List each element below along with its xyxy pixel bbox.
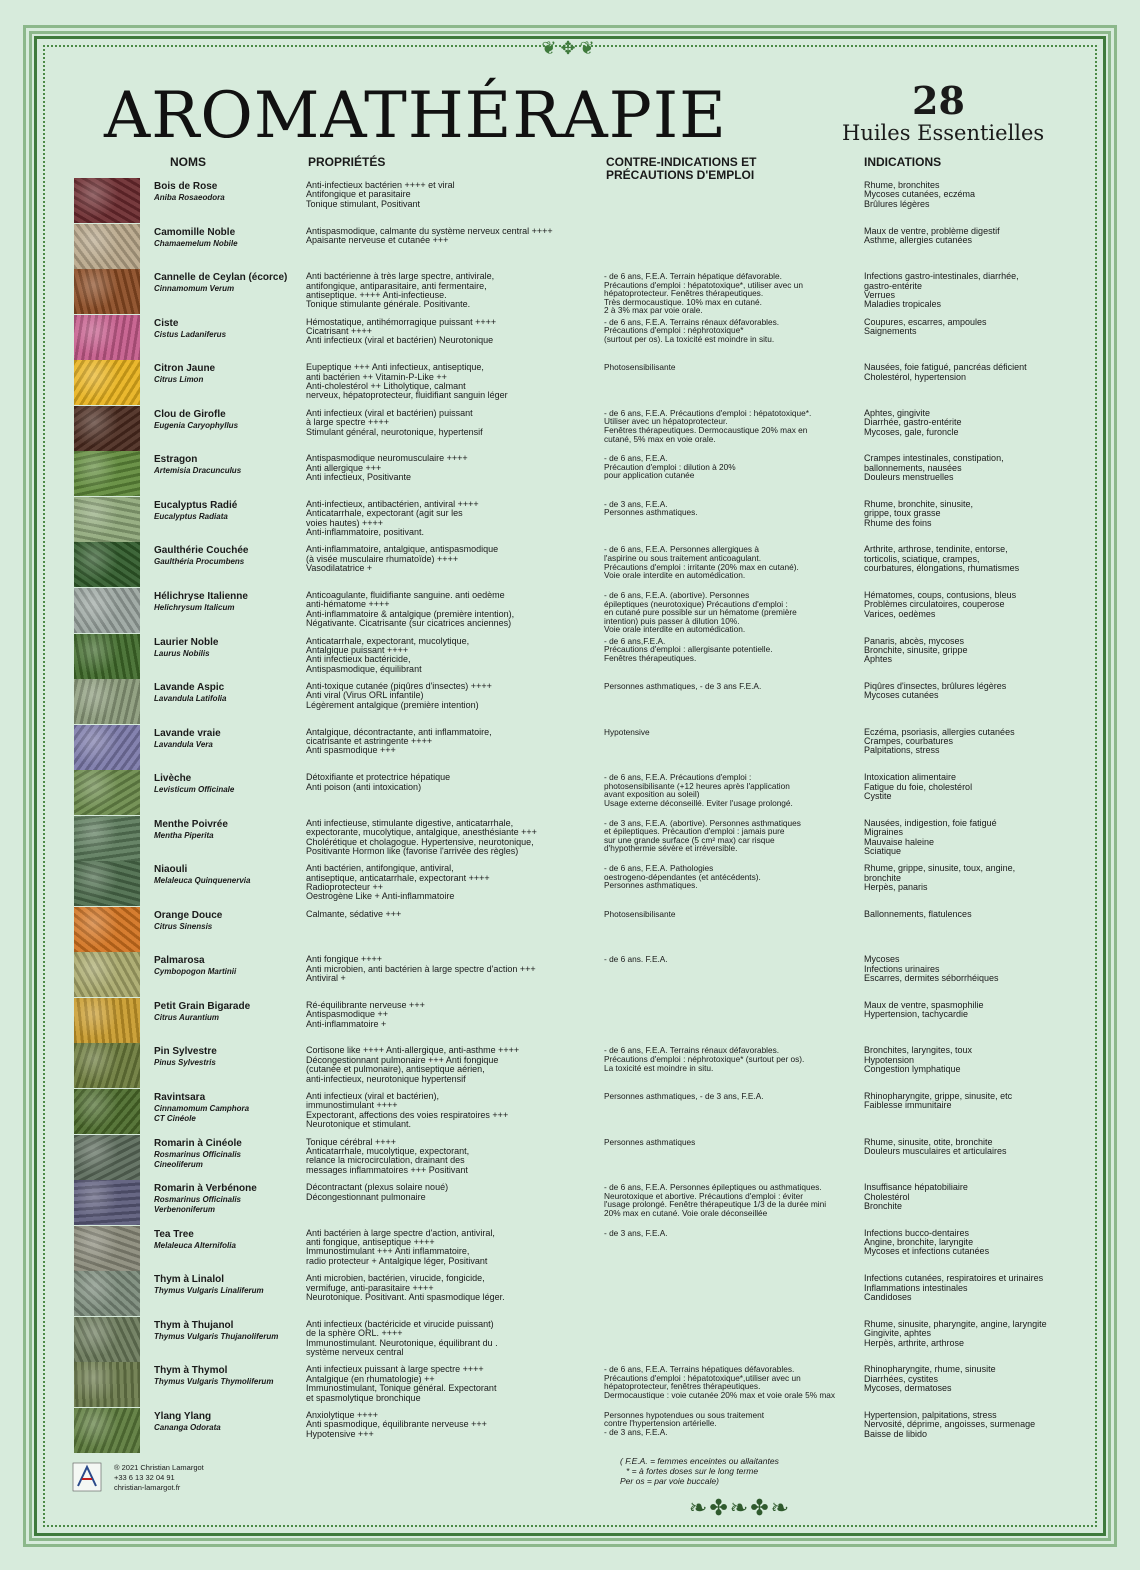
oil-latin-name: Citrus Limon [154, 375, 204, 385]
oil-properties: Anti infectieux (bactéricide et virucide puissant) de la sphère ORL. ++++ Immunostimulant. Neurotonique, équilibrant du . système nerveux central [306, 1319, 498, 1357]
oil-contraindications [604, 227, 854, 271]
oil-latin-name: Eucalyptus Radiata [154, 511, 228, 521]
oil-name-cell [154, 1320, 302, 1342]
oil-name-cell [154, 591, 302, 613]
oil-row [74, 406, 1074, 451]
oil-photo [74, 1180, 140, 1225]
oil-indications: Rhinopharyngite, rhume, sinusite Diarrhées, cystites Mycoses, dermatoses [864, 1365, 996, 1394]
oil-name-cell [154, 227, 302, 249]
oil-latin-name: Artemisia Dracunculus [154, 466, 242, 476]
oil-photo [74, 269, 140, 314]
oil-name-cell [154, 819, 302, 841]
oil-properties: Anti-inflammatoire, antalgique, antispasmodique (à visée musculaire rhumatoïde) ++++ Vasodilatatrice + [306, 545, 499, 574]
oil-photo [74, 1362, 140, 1407]
oil-photo [74, 634, 140, 679]
oil-photo [74, 542, 140, 587]
oil-name: Niaouli [154, 864, 188, 876]
oil-contraindications: - de 6 ans, F.E.A. Terrains rénaux défavorables. Précautions d'emploi : néphrotoxique* (surtout per os). La toxicité est moindre in situ. [604, 317, 780, 344]
website-link[interactable]: christian-lamargot.fr [114, 1483, 181, 1492]
oil-latin-name: Thymus Vulgaris Thymoliferum [154, 1377, 274, 1387]
oil-contraindications: - de 6 ans, F.E.A. Terrains rénaux défavorables. Précautions d'emploi : néphrotoxique* (surtout per os). La toxicité est moindre in situ. [604, 1046, 805, 1073]
oil-indications: Hématomes, coups, contusions, bleus Problèmes circulatoires, couperose Varices, oedèmes [864, 590, 1017, 619]
oil-name: Camomille Noble [154, 226, 236, 238]
oil-photo [74, 1408, 140, 1453]
legend-line: * = à fortes doses sur le long terme [626, 1466, 759, 1476]
oil-name-cell [154, 454, 302, 476]
oil-row [74, 1317, 1074, 1362]
oil-photo [74, 497, 140, 542]
oil-name-cell [154, 1183, 302, 1215]
oil-properties: Anti microbien, bactérien, virucide, fongicide, vermifuge, anti-parasitaire ++++ Neurotonique. Positivant. Anti spasmodique léger. [306, 1274, 505, 1302]
oil-latin-name: Chamaemelum Nobile [154, 238, 238, 248]
oil-properties: Anti infectieux (viral et bactérien), immunostimulant ++++ Expectorant, affections des voies respiratoires +++ Neurotonique et stimulant. [306, 1092, 509, 1130]
oil-latin-name: Rosmarinus Officinalis [154, 1195, 241, 1205]
oil-photo [74, 861, 140, 906]
oil-row [74, 315, 1074, 360]
oil-row [74, 542, 1074, 587]
oil-name: Thym à Linalol [154, 1274, 225, 1286]
oil-row [74, 861, 1074, 906]
oil-name: Lavande Aspic [154, 682, 225, 694]
oil-name: Romarin à Verbénone [154, 1183, 257, 1195]
oil-latin-name-2: Verbenoniferum [154, 1205, 216, 1215]
oil-latin-name-2: Cineoliferum [154, 1159, 203, 1169]
oil-row [74, 178, 1074, 223]
oil-photo [74, 588, 140, 633]
oil-contraindications: Personnes asthmatiques [604, 1137, 696, 1147]
abbreviation-legend [620, 1456, 779, 1486]
oil-row [74, 1271, 1074, 1316]
oil-indications: Maux de ventre, problème digestif Asthme, allergies cutanées [864, 226, 1000, 245]
oil-contraindications: - de 6 ans. F.E.A. [604, 955, 668, 965]
oil-properties: Anti infectieux puissant à large spectre ++++ Antalgique (en rhumatologie) ++ Immunostimulant, Tonique général. Expectorant et spasmolytique bronchique [306, 1365, 497, 1403]
oil-name-cell [154, 318, 302, 340]
oil-indications: Mycoses Infections urinaires Escarres, dermites séborrhéiques [864, 955, 999, 984]
oil-properties: Eupeptique +++ Anti infectieux, antiseptique, anti bactérien ++ Vitamin-P-Like ++ Anti-cholestérol ++ Litholytique, calmant nerveux, hépatoprotecteur, fluidifiant sanguin léger [306, 363, 508, 401]
oil-properties: Ré-équilibrante nerveuse +++ Antispasmodique ++ Anti-inflammatoire + [306, 1000, 425, 1029]
oil-indications: Rhume, sinusite, pharyngite, angine, laryngite Gingivite, aphtes Herpès, arthrite, arthrose [864, 1319, 1047, 1348]
oil-name-cell [154, 1138, 302, 1170]
oil-name-cell [154, 910, 302, 932]
oil-photo [74, 178, 140, 223]
oil-contraindications: Photosensibilisante [604, 909, 676, 919]
oil-contraindications [604, 1001, 854, 1045]
oil-properties: Détoxifiante et protectrice hépatique Anti poison (anti intoxication) [306, 773, 451, 792]
oil-latin-name: Rosmarinus Officinalis [154, 1149, 241, 1159]
page-subtitle: Huiles Essentielles [842, 121, 1045, 145]
oil-indications: Infections gastro-intestinales, diarrhée, gastro-entérite Verrues Maladies tropicales [864, 272, 1019, 310]
oil-name-cell [154, 637, 302, 659]
oil-indications: Insuffisance hépatobiliaire Cholestérol Bronchite [864, 1183, 968, 1211]
oil-properties: Antispasmodique neuromusculaire ++++ Anti allergique +++ Anti infectieux, Positivante [306, 454, 468, 483]
oil-latin-name: Thymus Vulgaris Thujanoliferum [154, 1331, 279, 1341]
oil-name-cell [154, 272, 302, 294]
oil-photo [74, 998, 140, 1043]
oil-photo [74, 952, 140, 997]
oil-name: Romarin à Cinéole [154, 1137, 242, 1149]
oil-latin-name: Citrus Sinensis [154, 921, 213, 931]
oil-indications: Rhume, grippe, sinusite, toux, angine, bronchite Herpès, panaris [864, 864, 1016, 893]
oil-row [74, 1135, 1074, 1180]
oil-row [74, 360, 1074, 405]
oil-row [74, 224, 1074, 269]
oil-latin-name: Helichrysum Italicum [154, 602, 235, 612]
oil-name: Ravintsara [154, 1092, 206, 1103]
oil-indications: Nausées, indigestion, foie fatigué Migraines Mauvaise haleine Sciatique [864, 818, 997, 856]
oil-contraindications: Personnes asthmatiques, - de 3 ans, F.E.A. [604, 1092, 764, 1101]
oil-latin-name: Cymbopogon Martinii [154, 967, 237, 977]
oil-name-cell [154, 500, 302, 522]
oil-name: Petit Grain Bigarade [154, 1000, 251, 1012]
oil-name: Clou de Girofle [154, 408, 226, 420]
oil-row [74, 907, 1074, 952]
legend-line: ( F.E.A. = femmes enceintes ou allaitantes [620, 1456, 779, 1466]
oil-row [74, 451, 1074, 496]
oil-photo [74, 451, 140, 496]
oil-photo [74, 1317, 140, 1362]
oil-name-cell [154, 409, 302, 431]
oil-name-cell [154, 545, 302, 567]
oil-contraindications [604, 181, 854, 225]
oil-photo [74, 770, 140, 815]
oil-latin-name: Cistus Ladaniferus [154, 329, 227, 339]
oil-photo [74, 1089, 140, 1134]
oil-latin-name: Cinnamomum Camphora [154, 1104, 250, 1113]
oil-photo [74, 360, 140, 405]
oil-properties: Antispasmodique, calmante du système nerveux central ++++ Apaisante nerveuse et cutanée +++ [306, 226, 553, 245]
oil-indications: Hypertension, palpitations, stress Nervosité, déprime, angoisses, surmenage Baisse de libido [864, 1410, 1036, 1439]
oil-latin-name-2: CT Cinéole [154, 1114, 196, 1123]
oil-name-cell [154, 773, 302, 795]
oil-row [74, 1362, 1074, 1407]
oil-name: Ciste [154, 317, 179, 329]
oil-name: Pin Sylvestre [154, 1046, 217, 1058]
oil-name: Eucalyptus Radié [154, 499, 238, 511]
oil-properties: Cortisone like ++++ Anti-allergique, anti-asthme ++++ Décongestionnant pulmonaire +++ Anti fongique (cutanée et pulmonaire), antiseptique aérien, anti-infectieux, neurotonique hypertensif [306, 1046, 520, 1084]
oil-indications: Ballonnements, flatulences [864, 909, 972, 919]
column-header-properties: PROPRIÉTÉS [308, 155, 386, 169]
oil-photo [74, 1135, 140, 1180]
oil-row [74, 998, 1074, 1043]
logo-icon [72, 1462, 102, 1492]
oil-contraindications: - de 6 ans, F.E.A. Terrains hépatiques défavorables. Précautions d'emploi : hépatotoxique*,utiliser avec un hépatoprotecteur, fenêtres thérapeutiques. Dermocaustique : voie cutanée 20% max et voie orale 5% max [604, 1365, 836, 1401]
oil-latin-name: Levisticum Officinale [154, 785, 235, 795]
oil-photo [74, 816, 140, 861]
oil-indications: Panaris, abcès, mycoses Bronchite, sinusite, grippe Aphtes [864, 636, 968, 665]
oil-indications: Nausées, foie fatigué, pancréas déficient Cholestérol, hypertension [864, 363, 1027, 382]
oil-name-cell [154, 1001, 302, 1023]
oil-name-cell [154, 864, 302, 886]
oil-photo [74, 1271, 140, 1316]
oil-properties: Anticatarrhale, expectorant, mucolytique, Antalgique puissant ++++ Anti infectieux bactéricide, Antispasmodique, équilibrant [306, 636, 470, 674]
oil-contraindications: - de 6 ans, F.E.A. (abortive). Personnes épileptiques (neurotoxique) Précautions d'emploi : en cutané pure possible sur un hématome (première intention) puis passer à dilution 10%. Voie orale interdite en automédication. [604, 590, 797, 635]
oil-count: 28 [912, 78, 965, 123]
oil-latin-name: Melaleuca Alternifolia [154, 1240, 236, 1250]
oil-contraindications: - de 6 ans,F.E.A. Précautions d'emploi : allergisante potentielle. Fenêtres thérapeutiques. [604, 636, 773, 663]
oil-row [74, 1226, 1074, 1271]
oil-name: Estragon [154, 454, 198, 466]
oil-row [74, 497, 1074, 542]
oil-name: Cannelle de Ceylan (écorce) [154, 272, 288, 284]
oil-row [74, 588, 1074, 633]
oil-indications: Aphtes, gingivite Diarrhée, gastro-entérite Mycoses, gale, furoncle [864, 408, 962, 437]
oil-indications: Intoxication alimentaire Fatigue du foie, cholestérol Cystite [864, 773, 973, 801]
oil-name-cell [154, 1365, 302, 1387]
oil-contraindications: - de 6 ans, F.E.A. Précaution d'emploi : dilution à 20% pour application cutanée [604, 454, 736, 481]
oil-contraindications: - de 6 ans, F.E.A. Personnes allergiques à l'aspirine ou sous traitement anticoagulant. Précautions d'emploi : irritante (20% max en cutané). Voie orale interdite en automédication. [604, 545, 799, 581]
oil-name: Bois de Rose [154, 181, 218, 192]
oil-properties: Anti bactérienne à très large spectre, antivirale, antifongique, antiparasitaire, anti fermentaire, antiseptique. ++++ Anti-infectieuse. Tonique stimulante générale. Positivante. [306, 272, 495, 310]
oil-name: Gaulthérie Couchée [154, 545, 249, 557]
oil-name: Livèche [154, 773, 192, 785]
top-ornament-icon: ❦✥❦ [541, 38, 599, 59]
oil-row [74, 679, 1074, 724]
oil-indications: Bronchites, laryngites, toux Hypotension Congestion lymphatique [864, 1046, 973, 1075]
oil-indications: Maux de ventre, spasmophilie Hypertension, tachycardie [864, 1000, 984, 1020]
oil-properties: Hémostatique, antihémorragique puissant ++++ Cicatrisant ++++ Anti infectieux (viral et bactérien) Neurotonique [306, 317, 497, 346]
oil-indications: Rhume, sinusite, otite, bronchite Douleurs musculaires et articulaires [864, 1137, 1007, 1156]
oil-name-cell [154, 955, 302, 977]
oil-properties: Calmante, sédative +++ [306, 909, 402, 919]
oil-latin-name: Pinus Sylvestris [154, 1058, 216, 1068]
oil-photo [74, 406, 140, 451]
oil-name-cell [154, 1274, 302, 1296]
oil-properties: Anti-infectieux, antibactérien, antiviral ++++ Anticatarrhale, expectorant (agit sur les voies hautes) ++++ Anti-inflammatoire, positivant. [306, 499, 479, 538]
oil-photo [74, 224, 140, 269]
oil-indications: Infections cutanées, respiratoires et urinaires Inflammations intestinales Candidoses [864, 1274, 1044, 1302]
oil-contraindications: - de 6 ans, F.E.A. Personnes épileptiques ou asthmatiques. Neurotoxique et abortive. Précautions d'emploi : éviter l'usage prolongé. Fenêtre thérapeutique 1/3 de la durée mini 20% max en cutané. Voie orale déconseillée [604, 1183, 827, 1218]
oil-contraindications [604, 1274, 854, 1318]
oil-photo [74, 1043, 140, 1088]
oil-latin-name: Mentha Piperita [154, 830, 214, 840]
oil-photo [74, 315, 140, 360]
oil-indications: Rhinopharyngite, grippe, sinusite, etc Faiblesse immunitaire [864, 1092, 1013, 1111]
oil-name-cell [154, 1046, 302, 1068]
oil-properties: Antalgique, décontractante, anti inflammatoire, cicatrisante et astringente ++++ Anti spasmodique +++ [306, 727, 492, 756]
oil-contraindications: - de 3 ans, F.E.A. (abortive). Personnes asthmatiques et épileptiques. Précaution d'emploi : jamais pure sur une grande surface (5 cm² max) car risque d'hypothermie sévère et irréversible. [604, 818, 801, 854]
oil-name-cell [154, 728, 302, 750]
oil-name: Laurier Noble [154, 636, 219, 648]
oil-latin-name: Cinnamomum Verum [154, 284, 235, 294]
oil-name: Palmarosa [154, 955, 205, 967]
oil-properties: Décontractant (plexus solaire noué) Décongestionnant pulmonaire [306, 1183, 449, 1202]
oil-row [74, 634, 1074, 679]
oil-latin-name: Eugenia Caryophyllus [154, 420, 239, 430]
oil-contraindications: Hypotensive [604, 727, 650, 737]
oil-name-cell [154, 181, 302, 203]
oil-indications: Rhume, bronchite, sinusite, grippe, toux grasse Rhume des foins [864, 499, 974, 528]
oil-row [74, 269, 1074, 314]
legend-line: Per os = par voie buccale) [620, 1476, 719, 1486]
footer-credits [114, 1463, 204, 1493]
oil-photo [74, 679, 140, 724]
oil-name-cell [154, 363, 302, 385]
oil-contraindications: - de 3 ans, F.E.A. Personnes asthmatiques. [604, 499, 698, 518]
oil-indications: Rhume, bronchites Mycoses cutanées, eczéma Brûlures légères [864, 181, 976, 209]
oil-properties: Anti fongique ++++ Anti microbien, anti bactérien à large spectre d'action +++ Antiviral + [306, 955, 536, 984]
oil-latin-name: Gaulthéria Procumbens [154, 557, 245, 567]
bottom-ornament-icon: ❧✤❧✤❧ [688, 1496, 792, 1521]
oil-latin-name: Thymus Vulgaris Linaliferum [154, 1286, 264, 1296]
phone-number: +33 6 13 32 04 91 [114, 1473, 175, 1482]
oil-name: Tea Tree [154, 1228, 194, 1240]
oil-indications: Crampes intestinales, constipation, ballonnements, nausées Douleurs menstruelles [864, 454, 1004, 483]
oil-properties: Tonique cérébral ++++ Anticatarrhale, mucolytique, expectorant, relance la microcirculation, drainant des messages inflammatoires +++ Positivant [306, 1137, 470, 1175]
oil-contraindications: - de 3 ans, F.E.A. [604, 1228, 668, 1238]
oil-properties: Anti infectieux (viral et bactérien) puissant à large spectre ++++ Stimulant général, neurotonique, hypertensif [306, 408, 483, 437]
oil-name-cell [154, 682, 302, 704]
oil-properties: Anxiolytique ++++ Anti spasmodique, équilibrante nerveuse +++ Hypotensive +++ [306, 1410, 487, 1439]
oil-properties: Anti-toxique cutanée (piqûres d'insectes) ++++ Anti viral (Virus ORL infantile) Légèrement antalgique (première intention) [306, 682, 492, 710]
oil-indications: Piqûres d'insectes, brûlures légères Mycoses cutanées [864, 682, 1007, 701]
oil-name: Thym à Thujanol [154, 1319, 234, 1331]
oil-indications: Arthrite, arthrose, tendinite, entorse, torticolis, sciatique, crampes, courbatures, élongations, rhumatismes [864, 545, 1020, 574]
oil-contraindications: Photosensibilisante [604, 363, 676, 373]
oil-name: Menthe Poivrée [154, 818, 228, 830]
oil-row [74, 770, 1074, 815]
oil-properties: Anticoagulante, fluidifiante sanguine. anti oedème anti-hématome ++++ Anti-inflammatoire & antalgique (première intention), Négativante. Cicatrisante (sur cicatrices anciennes) [306, 590, 515, 629]
oil-name-cell [154, 1229, 302, 1251]
oil-name-cell [154, 1411, 302, 1433]
page-title: AROMATHÉRAPIE [104, 79, 727, 153]
copyright-text: ® 2021 Christian Lamargot [114, 1463, 204, 1472]
oil-properties: Anti bactérien, antifongique, antiviral, antiseptique, anticatarrhale, expectorant ++++ Radioprotecteur ++ Oestrogène Like + Anti-inflammatoire [306, 864, 490, 902]
oil-name: Orange Douce [154, 909, 223, 921]
oil-latin-name: Laurus Nobilis [154, 648, 210, 658]
oil-name-cell [154, 1092, 302, 1124]
oil-row [74, 725, 1074, 770]
oil-contraindications: - de 6 ans, F.E.A. Précautions d'emploi : photosensibilisante (+12 heures après l'application avant exposition au soleil) Usage externe déconseillé. Eviter l'usage prolongé. [604, 773, 793, 808]
oil-latin-name: Lavandula Vera [154, 739, 213, 749]
oil-latin-name: Cananga Odorata [154, 1422, 221, 1432]
oil-latin-name: Aniba Rosaeodora [154, 193, 225, 202]
oil-photo [74, 1226, 140, 1271]
oil-latin-name: Citrus Aurantium [154, 1012, 220, 1022]
oil-row [74, 816, 1074, 861]
oil-name: Ylang Ylang [154, 1410, 212, 1422]
oil-latin-name: Lavandula Latifolia [154, 694, 227, 704]
oil-contraindications: Personnes hypotendues ou sous traitement contre l'hypertension artérielle. - de 3 ans, F.E.A. [604, 1410, 765, 1438]
oil-photo [74, 725, 140, 770]
oil-row [74, 1408, 1074, 1453]
column-header-contra: CONTRE-INDICATIONS ET PRÉCAUTIONS D'EMPLOI [606, 155, 757, 182]
oil-properties: Anti bactérien à large spectre d'action, antiviral, anti fongique, antiseptique ++++ Immunostimulant +++ Anti inflammatoire, radio protecteur + Antalgique léger, Positivant [306, 1228, 495, 1266]
oil-name: Lavande vraie [154, 727, 221, 739]
oil-indications: Coupures, escarres, ampoules Saignements [864, 317, 987, 337]
oil-indications: Eczéma, psoriasis, allergies cutanées Crampes, courbatures Palpitations, stress [864, 727, 1015, 756]
oil-row [74, 1180, 1074, 1225]
column-header-indications: INDICATIONS [864, 155, 942, 169]
oil-contraindications: Personnes asthmatiques, - de 3 ans F.E.A. [604, 682, 762, 692]
oil-name: Hélichryse Italienne [154, 590, 248, 602]
oil-contraindications: - de 6 ans, F.E.A. Pathologies oestrogeno-dépendantes (et antécédents). Personnes asthmatiques. [604, 864, 761, 891]
oil-name: Citron Jaune [154, 363, 216, 375]
oil-properties: Anti-infectieux bactérien ++++ et viral Antifongique et parasitaire Tonique stimulant, Positivant [306, 181, 455, 209]
oil-contraindications: - de 6 ans, F.E.A. Terrain hépatique défavorable. Précautions d'emploi : hépatotoxique*, utiliser avec un hépatoprotecteur. Fenêtres thérapeutiques. Très dermocaustique. 10% max en cutané. 2 à 3% max par voie orale. [604, 272, 803, 316]
oil-row [74, 1043, 1074, 1088]
oil-properties: Anti infectieuse, stimulante digestive, anticatarrhale, expectorante, mucolytique, antalgique, anesthésiante +++ Cholérétique et cholagogue. Hypertensive, neurotonique, Positivante Hormon like (favorise l'arrivée des règles) [306, 818, 537, 856]
oil-latin-name: Melaleuca Quinquenervia [154, 876, 251, 886]
oil-indications: Infections bucco-dentaires Angine, bronchite, laryngite Mycoses et infections cutanées [864, 1228, 990, 1257]
oil-contraindications [604, 1320, 854, 1364]
oil-photo [74, 907, 140, 952]
oil-name: Thym à Thymol [154, 1365, 228, 1377]
oil-row [74, 1089, 1074, 1134]
column-header-names: NOMS [170, 155, 206, 169]
oil-contraindications: - de 6 ans, F.E.A. Précautions d'emploi : hépatotoxique*. Utiliser avec un hépatoprotecteur. Fenêtres thérapeutiques. Dermocaustique 20% max en cutané, 5% max en voie orale. [604, 408, 812, 444]
oil-row [74, 952, 1074, 997]
